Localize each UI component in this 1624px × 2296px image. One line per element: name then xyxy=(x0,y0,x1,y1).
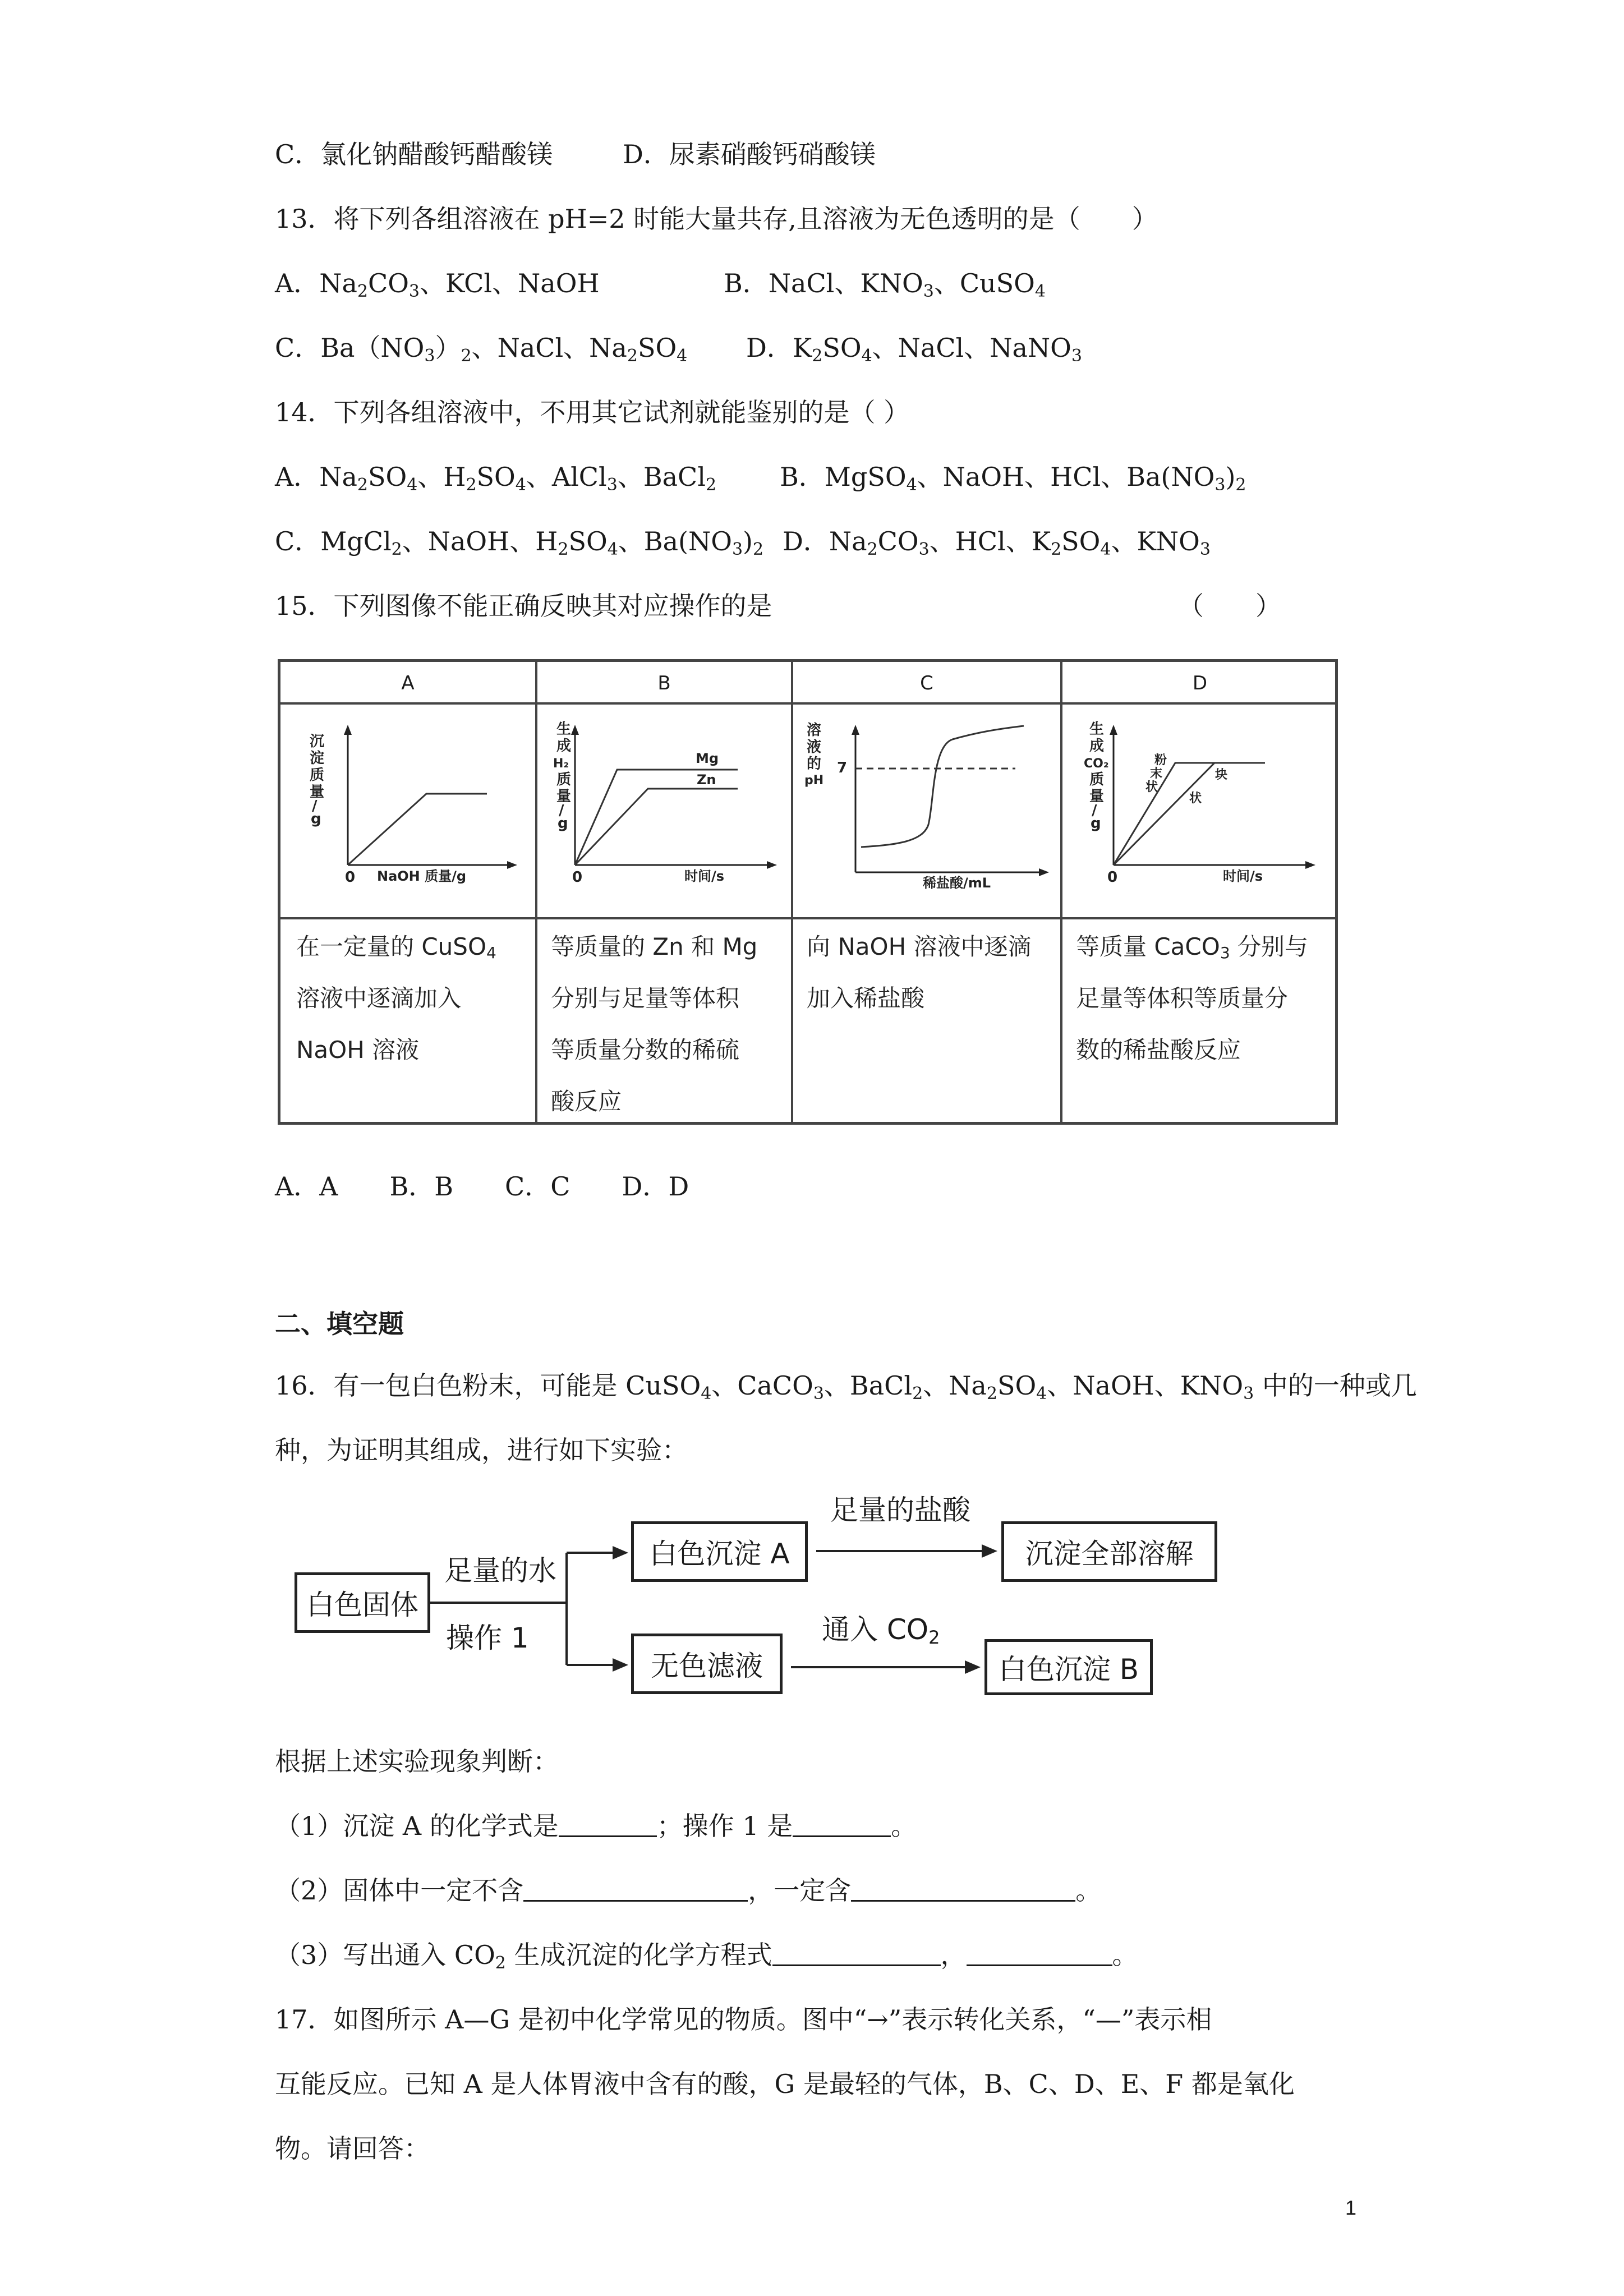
description-b: 等质量的 Zn 和 Mg 分别与足量等体积 等质量分数的稀硫 酸反应 xyxy=(551,933,758,1115)
q17-line3: 物。请回答： xyxy=(275,2133,430,2164)
graph-a-ylabel: 质 xyxy=(310,767,325,784)
q17-line2: 互能反应。已知 A 是人体胃液中含有的酸，G 是最轻的气体，B、C、D、E、F 都是氧化 xyxy=(275,2069,1295,2099)
answer-blank[interactable] xyxy=(793,1811,891,1837)
q14-stem: 14．下列各组溶液中，不用其它试剂就能鉴别的是（ ） xyxy=(275,397,910,427)
graph-b-ylabel: H₂ xyxy=(553,757,569,771)
flow-box-colorless-filtrate: 无色滤液 xyxy=(631,1634,783,1694)
q15-graph-table xyxy=(278,659,1338,1125)
answer-blank[interactable] xyxy=(772,1940,941,1966)
graph-a-origin: 0 xyxy=(345,869,356,886)
flow-label-hydrochloric-acid: 足量的盐酸 xyxy=(830,1494,970,1526)
graph-c-ylabel: 的 xyxy=(807,756,822,772)
graph-d-xlabel: 时间/s xyxy=(1223,868,1263,884)
arrow-right-icon xyxy=(1039,868,1049,876)
graph-d-curve-powder xyxy=(1114,763,1265,865)
table-divider xyxy=(535,662,537,1122)
graph-b-origin: 0 xyxy=(572,869,583,886)
q16-sub2: （2）固体中一定不含 ，一定含 。 xyxy=(275,1875,1102,1906)
q17-line1: 17．如图所示 A—G 是初中化学常见的物质。图中“→”表示转化关系，“—”表示相 xyxy=(275,2004,1212,2035)
description-d: 等质量 CaCO$_3$ 分别与 足量等体积等质量分 数的稀盐酸反应 xyxy=(1076,933,1308,1064)
flow-box-fully-dissolved: 沉淀全部溶解 xyxy=(1001,1521,1217,1582)
graph-a-ylabel: 量 xyxy=(310,784,325,800)
arrow-right-icon xyxy=(613,1658,628,1672)
graph-d-powder-label: 状 xyxy=(1145,780,1158,794)
q14-option-a: A．$Na_2SO_4$、$H_2SO_4$、AlCl$_3$、BaCl$_2$ xyxy=(275,462,717,495)
flow-box-white-solid: 白色固体 xyxy=(295,1572,430,1633)
graph-d-ylabel: 量 xyxy=(1089,788,1105,805)
graph-d-ylabel: CO₂ xyxy=(1084,757,1109,771)
graph-b-ylabel: 生 xyxy=(556,721,572,738)
graph-b-xlabel: 时间/s xyxy=(684,868,725,884)
graph-c-ylabel: pH xyxy=(804,774,824,788)
q16-stem-line2: 种，为证明其组成，进行如下实验： xyxy=(275,1435,688,1465)
flow-box-precipitate-a: 白色沉淀 A xyxy=(631,1521,808,1582)
arrow-right-icon xyxy=(767,861,777,869)
graph-d-ylabel: 生 xyxy=(1089,721,1105,738)
flow-box-precipitate-b: 白色沉淀 B xyxy=(984,1639,1153,1695)
graph-a-ylabel: / xyxy=(312,798,318,815)
graph-a xyxy=(303,712,527,909)
section-title: 二、填空题 xyxy=(275,1309,404,1339)
flow-label-operation-1: 操作 1 xyxy=(446,1622,529,1654)
q16-stem-line1: 16．有一包白色粉末，可能是 CuSO$_4$、CaCO$_3$、BaCl$_2$、$Na_2SO_4$、NaOH、$KNO_3$ 中的一种或几 xyxy=(275,1370,1417,1404)
q12-option-d: D．尿素硝酸钙硝酸镁 xyxy=(623,139,876,169)
q16-sub3: （3）写出通入 $CO_2$ 生成沉淀的化学方程式 ， 。 xyxy=(275,1940,1138,1973)
q13-option-b: B．NaCl、$KNO_3$、CuSO$_4$ xyxy=(724,268,1046,301)
graph-b-series-zn: Zn xyxy=(697,772,716,788)
graph-d-ylabel: 质 xyxy=(1089,771,1105,788)
column-header-b: B xyxy=(657,672,671,694)
table-divider xyxy=(1060,662,1062,1122)
q16-judge: 根据上述实验现象判断： xyxy=(275,1746,559,1777)
graph-a-ylabel: 淀 xyxy=(310,750,325,767)
column-header-c: C xyxy=(920,672,933,694)
q14-option-d: D．$Na_2CO_3$、HCl、$K_2SO_4$、$KNO_3$ xyxy=(783,526,1211,559)
graph-c-ylabel: 溶 xyxy=(807,722,822,739)
graph-b xyxy=(550,712,785,909)
answer-blank[interactable] xyxy=(967,1940,1112,1966)
answer-blank[interactable] xyxy=(851,1875,1075,1902)
arrow-right-icon xyxy=(1305,861,1315,869)
arrow-up-icon xyxy=(1110,725,1117,735)
graph-a-curve xyxy=(348,794,487,865)
arrow-right-icon xyxy=(507,861,517,869)
arrow-right-icon xyxy=(965,1660,981,1674)
q12-option-c: C．氯化钠醋酸钙醋酸镁 xyxy=(275,139,553,169)
graph-d xyxy=(1071,712,1329,909)
table-divider xyxy=(280,702,1335,705)
graph-c-xlabel: 稀盐酸/mL xyxy=(923,875,991,891)
description-c: 向 NaOH 溶液中逐滴 加入稀盐酸 xyxy=(807,933,1032,1012)
graph-d-ylabel: 成 xyxy=(1089,738,1105,754)
graph-c-curve xyxy=(861,726,1024,847)
graph-b-ylabel: / xyxy=(559,802,564,819)
column-header-d: D xyxy=(1192,672,1208,694)
graph-b-ylabel: g xyxy=(558,815,568,832)
graph-c xyxy=(802,712,1055,909)
graph-a-ylabel: 沉 xyxy=(310,733,325,750)
table-divider xyxy=(791,662,793,1122)
graph-a-ylabel: g xyxy=(311,811,321,827)
graph-c-ylabel: 液 xyxy=(807,739,822,756)
q14-option-c: C．MgCl$_2$、NaOH、$H_2SO_4$、$Ba(NO_3)_2$ xyxy=(275,526,764,559)
graph-d-ylabel: / xyxy=(1092,802,1097,819)
answer-blank[interactable] xyxy=(559,1811,657,1837)
arrow-up-icon xyxy=(571,725,579,735)
arrow-right-icon xyxy=(982,1544,997,1558)
flow-label-water: 足量的水 xyxy=(444,1554,556,1587)
graph-b-ylabel: 量 xyxy=(556,788,572,805)
description-a: 在一定量的 CuSO$_4$ 溶液中逐滴加入 NaOH 溶液 xyxy=(296,933,496,1064)
graph-b-ylabel: 质 xyxy=(556,771,572,788)
graph-a-xlabel: NaOH 质量/g xyxy=(377,868,467,884)
q15-options: A．A B．B C．C D．D xyxy=(275,1171,689,1202)
arrow-up-icon xyxy=(852,725,859,735)
graph-d-ylabel: g xyxy=(1091,815,1101,832)
graph-b-series-mg: Mg xyxy=(696,751,719,766)
graph-d-block-label: 状 xyxy=(1189,792,1202,806)
arrow-right-icon xyxy=(613,1546,628,1559)
page-number: 1 xyxy=(1345,2196,1357,2219)
q15-stem: 15．下列图像不能正确反映其对应操作的是 xyxy=(275,591,772,621)
graph-d-curve-block xyxy=(1114,763,1214,865)
table-divider xyxy=(280,917,1335,919)
answer-blank[interactable] xyxy=(523,1875,748,1902)
q15-answer-bracket: （ ） xyxy=(1178,591,1281,621)
q13-stem: 13．将下列各组溶液在 pH=2 时能大量共存,且溶液为无色透明的是（ ） xyxy=(275,204,1158,234)
graph-d-origin: 0 xyxy=(1107,869,1118,886)
column-header-a: A xyxy=(401,672,415,694)
graph-d-powder-label: 粉 xyxy=(1154,753,1167,767)
graph-c-seven: 7 xyxy=(837,760,848,776)
graph-b-ylabel: 成 xyxy=(556,738,572,754)
flow-label-co2: 通入 $CO_2$ xyxy=(822,1613,940,1648)
q16-sub1: （1）沉淀 A 的化学式是 ；操作 1 是 。 xyxy=(275,1811,917,1841)
graph-b-curve-zn xyxy=(575,789,738,865)
q14-option-b: B．MgSO$_4$、NaOH、HCl、$Ba(NO_3)_2$ xyxy=(780,462,1246,495)
q13-option-a: A．$Na_2CO_3$、KCl、NaOH xyxy=(275,268,600,301)
arrow-up-icon xyxy=(344,725,352,735)
graph-d-block-label: 块 xyxy=(1215,768,1228,782)
q13-option-d: D．$K_2SO_4$、NaCl、NaNO$_3$ xyxy=(746,333,1082,366)
q13-option-c: C．$Ba(NO_3)_2$、NaCl、$Na_2SO_4$ xyxy=(275,333,688,366)
graph-d-powder-label: 末 xyxy=(1150,767,1163,781)
